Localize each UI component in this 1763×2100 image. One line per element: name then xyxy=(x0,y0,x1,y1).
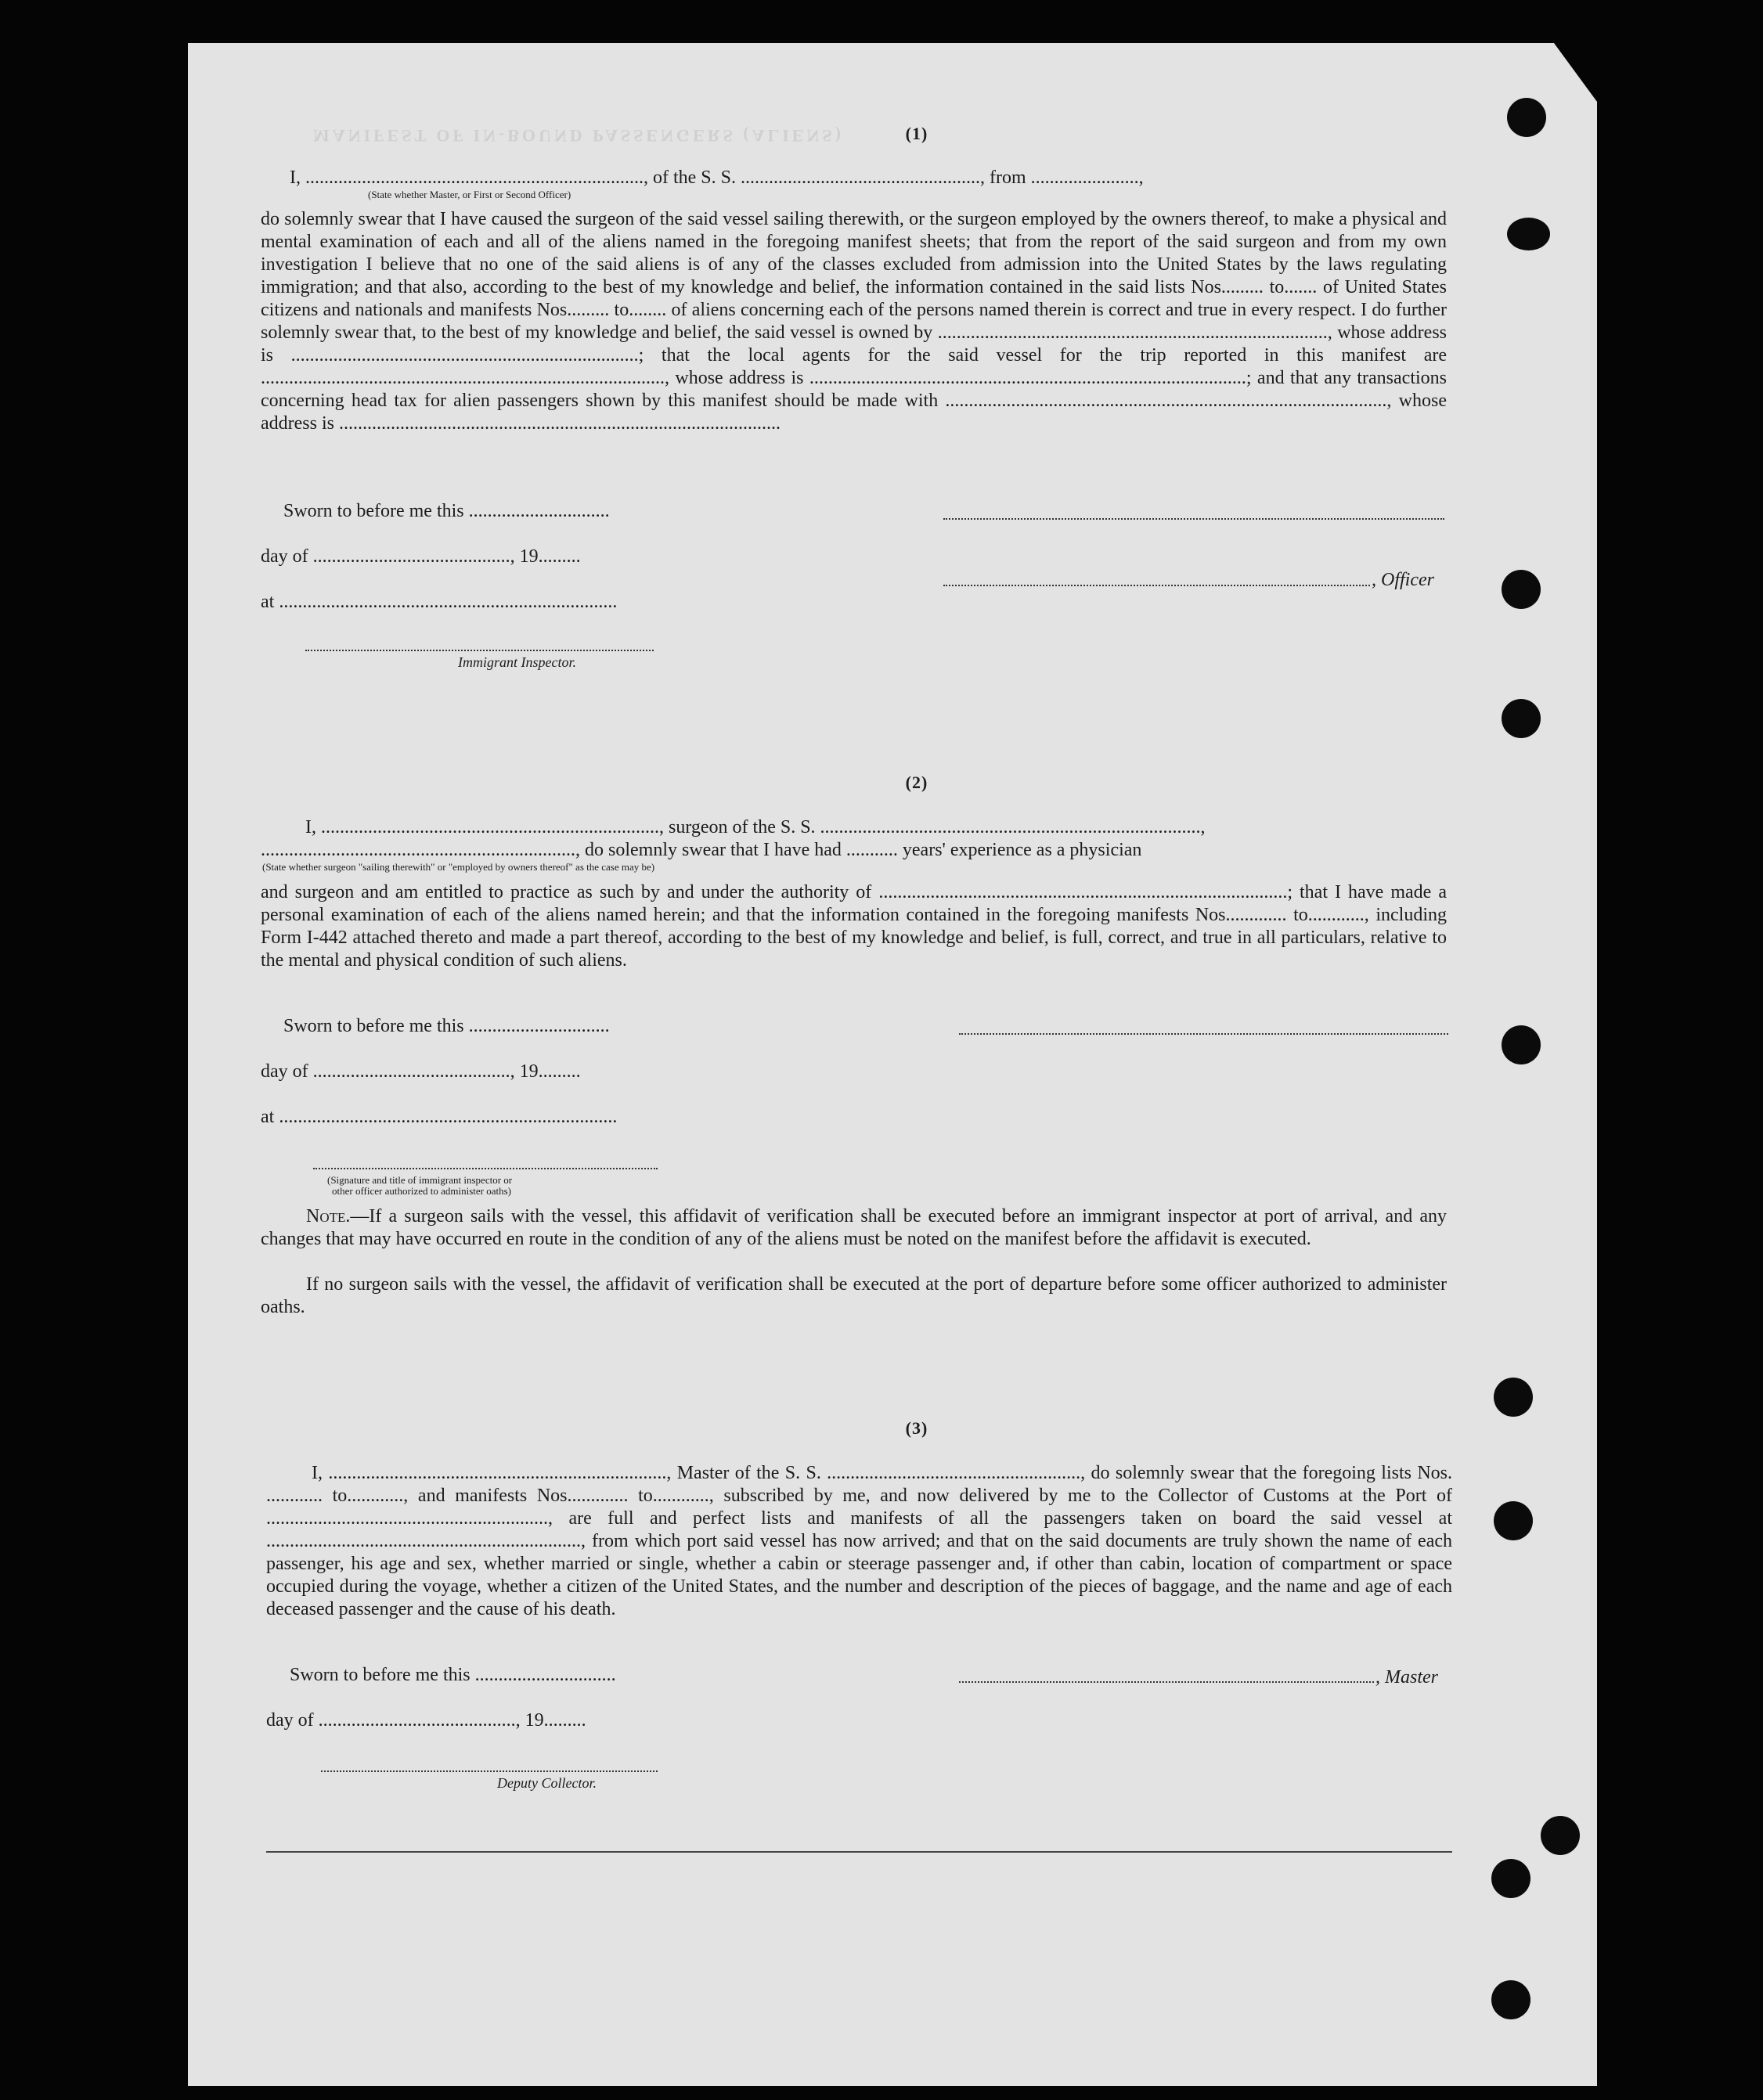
section-2-experience-line: ..................................................................., do solemnly swear that I have had ........... years' experience as a physician xyxy=(261,840,1142,860)
section-2-signature-note-2: other officer authorized to administer oaths) xyxy=(332,1185,511,1197)
section-1-oath-line: I, ........................................................................, of the S. S. ..................................................., from ......................., xyxy=(290,167,1144,188)
section-1-number: (1) xyxy=(905,124,928,143)
section-2-note-2: If no surgeon sails with the vessel, the affidavit of verification shall be executed at the port of departure before some officer authorized to administer oaths. xyxy=(261,1274,1447,1317)
oath-officer-signature-line xyxy=(313,1168,658,1169)
section-2-surgeon-note: (State whether surgeon "sailing therewith" or "employed by owners thereof" as the case may be) xyxy=(262,861,655,873)
punch-hole xyxy=(1507,218,1550,250)
faded-header: MANIFEST OF IN-BOUND PASSENGERS (ALIENS) xyxy=(313,126,844,146)
section-2-surgeon-line: I, ........................................................................, surgeon of the S. S. ................................................................................., xyxy=(305,817,1206,837)
master-label: , Master xyxy=(1375,1667,1438,1688)
section-1-officer-note: (State whether Master, or First or Second Officer) xyxy=(368,189,571,200)
section-1-oath-body: do solemnly swear that I have caused the surgeon of the said vessel sailing therewith, or the surgeon employed by the owners thereof, to make a physical and mental examination of each and all of the aliens named in the foregoing manifest sheets; that from the report of the said surgeon and from my own investigation I believe that no one of the said aliens is of any of the classes excluded from admission into the United States by the laws regulating immigration; and that also, according to the best of my knowledge and belief, the information contained in the said lists Nos......... to....... of United States citizens and nationals and manifests Nos......... to........ of aliens concerning each of the persons named therein is correct and true in every respect. I do further solemnly swear that, to the best of my knowledge and belief, the said vessel is owned by ..................................................................................., whose address is ..........................................................................; that the local agents for the said vessel for the trip reported in this manifest are ......................................................................................, whose address is .............................................................................................; and that any transactions concerning head tax for alien passengers shown by this manifest should be made with .............................................................................................., whose address is .............................................................................................. xyxy=(261,209,1447,434)
bottom-rule xyxy=(266,1851,1452,1853)
section-1-at-line: at ........................................................................ xyxy=(261,592,618,612)
officer-label: , Officer xyxy=(1372,570,1434,590)
section-3-number: (3) xyxy=(905,1418,928,1438)
punch-hole xyxy=(1502,699,1541,738)
punch-hole xyxy=(1502,1025,1541,1064)
punch-hole xyxy=(1494,1501,1533,1540)
master-signature-line xyxy=(959,1681,1374,1683)
section-3-oath-body: I, ........................................................................, Master of the S. S. ......................................................, do solemnly swear that the foregoing lists Nos. ............ to............, and manifests Nos............. to............, subscribed by me, and now delivered by me to the Collector of Customs at the Port of ............................................................, are full and perfect lists and manifests of all the passengers taken on board the said vessel at ..................................................................., from which port said vessel has now arrived; and that on the said documents are truly shown the name of each passenger, his age and sex, whether married or single, whether a cabin or steerage passenger and, if other than cabin, location of compartment or space occupied during the voyage, whether a citizen of the United States, and the number and description of the pieces of baggage, and the name and age of each deceased passenger and the cause of his death. xyxy=(266,1463,1452,1619)
section-1-day-line: day of .........................................., 19......... xyxy=(261,546,581,567)
section-2-day-line: day of .........................................., 19......... xyxy=(261,1061,581,1082)
section-2-number: (2) xyxy=(905,773,928,792)
deputy-collector-label: Deputy Collector. xyxy=(497,1775,597,1791)
collector-signature-line xyxy=(321,1770,658,1772)
note-label: Note. xyxy=(306,1206,351,1227)
inspector-signature-line xyxy=(305,650,654,651)
punch-hole xyxy=(1494,1378,1533,1417)
punch-hole xyxy=(1507,98,1546,137)
section-2-note xyxy=(261,1205,1447,1251)
punch-hole xyxy=(1491,1859,1530,1898)
section-1-signature-line xyxy=(943,518,1444,520)
section-3-sworn-line: Sworn to before me this .............................. xyxy=(290,1665,616,1685)
section-2-sworn-line: Sworn to before me this .............................. xyxy=(283,1016,610,1036)
punch-hole xyxy=(1541,1816,1580,1855)
section-2-at-line: at ........................................................................ xyxy=(261,1107,618,1127)
section-1-sworn-line: Sworn to before me this .............................. xyxy=(283,501,610,521)
section-2-oath-body: and surgeon and am entitled to practice as such by and under the authority of .......................................................................................; that I have made a personal examination of each of the aliens named herein; and that the information contained in the foregoing manifests Nos............. to............, including Form I-442 attached thereto and made a part thereof, according to the best of my knowledge and belief, is full, correct, and true in all particulars, relative to the mental and physical condition of such aliens. xyxy=(261,882,1447,971)
punch-hole xyxy=(1491,1980,1530,2019)
surgeon-signature-line xyxy=(959,1033,1448,1035)
immigrant-inspector-label: Immigrant Inspector. xyxy=(458,654,576,670)
section-3-day-line: day of .........................................., 19......... xyxy=(266,1710,586,1731)
punch-hole xyxy=(1502,570,1541,609)
note-text: —If a surgeon sails with the vessel, this affidavit of verification shall be executed before an immigrant inspector at port of arrival, and any changes that may have occurred en route in the condition of any of the aliens must be noted on the manifest before the affidavit is executed. xyxy=(261,1206,1447,1249)
section-2-signature-note-1: (Signature and title of immigrant inspector or xyxy=(327,1174,513,1186)
officer-signature-line xyxy=(943,585,1370,586)
